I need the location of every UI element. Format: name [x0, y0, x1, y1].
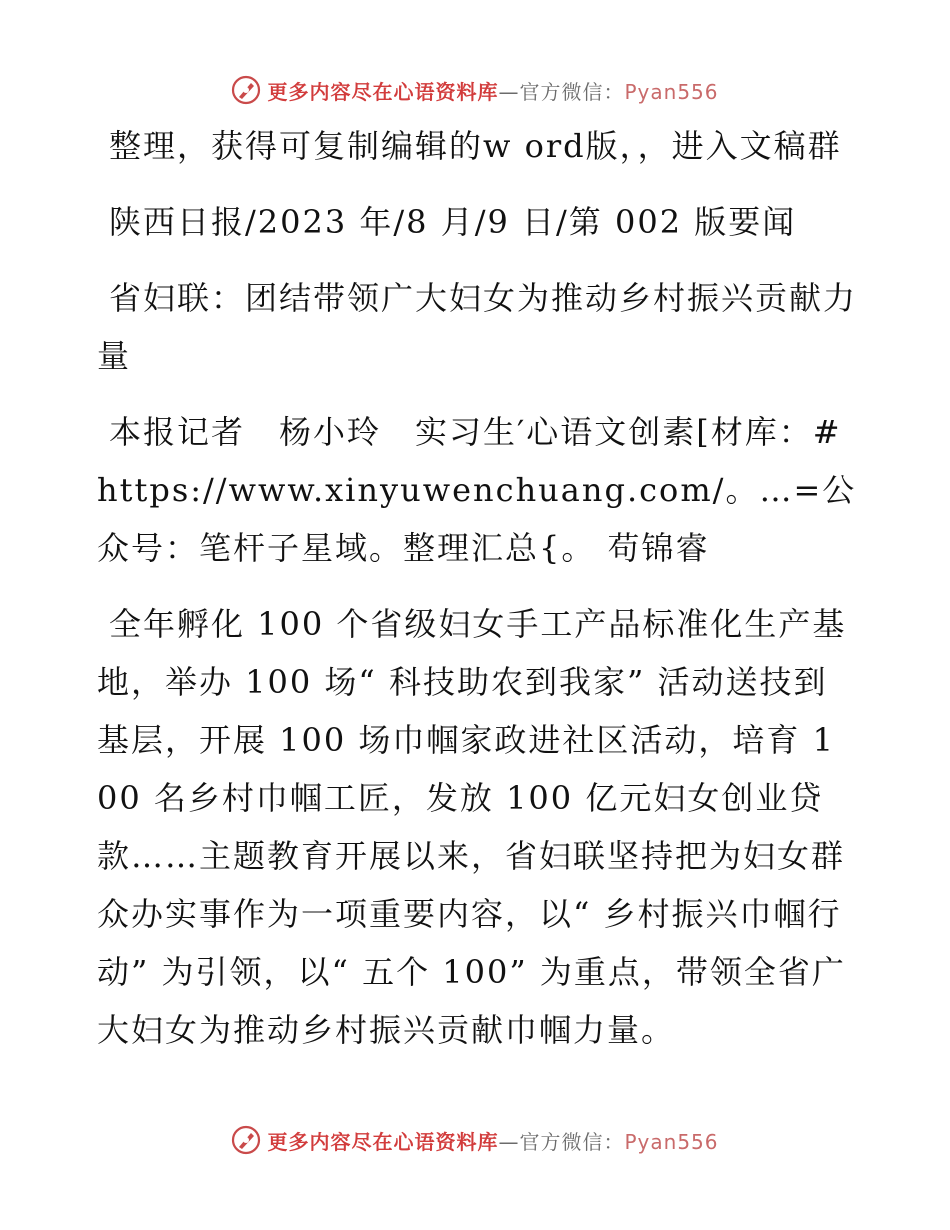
banner-text [267, 76, 718, 105]
banner-dash: — [498, 1129, 520, 1154]
banner-wechat-id: Pyan556 [624, 1129, 719, 1154]
banner-dash: — [498, 79, 520, 104]
banner-label: 官方微信： [519, 1129, 625, 1154]
document-body [97, 117, 857, 1077]
banner-label: 官方微信： [519, 79, 625, 104]
body-paragraph: 全年孵化 100 个省级妇女手工产品标准化生产基地，举办 100 场“ 科技助农到我家” 活动送技到基层，开展 100 场巾帼家政进社区活动，培育 100 名乡村巾帼工匠，发放 100 亿元妇女创业贷款……主题教育开展以来，省妇联坚持把为妇女群众办实事作为一项重要内容，以“ 乡村振兴巾帼行动” 为引领，以“ 五个 100” 为重点，带领全省广大妇女为推动乡村振兴贡献巾帼力量。 [97, 605, 847, 1049]
byline: 本报记者 杨小玲 实习生′心语文创素[材库：#https://www.xinyuwenchuang.com/。…=公众号：笔杆子星域。整理汇总{。 苟锦睿 [97, 413, 857, 567]
banner-main: 更多内容尽在心语资料库 [267, 79, 499, 104]
header-watermark-banner [0, 70, 950, 110]
article-title: 省妇联：团结带领广大妇女为推动乡村振兴贡献力量 [97, 279, 858, 375]
banner-wechat-id: Pyan556 [624, 79, 719, 104]
banner-main: 更多内容尽在心语资料库 [267, 1129, 499, 1154]
banner-text [267, 1126, 718, 1155]
pen-logo-icon [231, 1125, 261, 1155]
intro-note: 整理，获得可复制编辑的w ord版，，进入文稿群 [109, 127, 842, 165]
footer-watermark-banner [0, 1120, 950, 1160]
source-line: 陕西日报/2023 年/8 月/9 日/第 002 版要闻 [109, 203, 797, 241]
pen-logo-icon [231, 75, 261, 105]
